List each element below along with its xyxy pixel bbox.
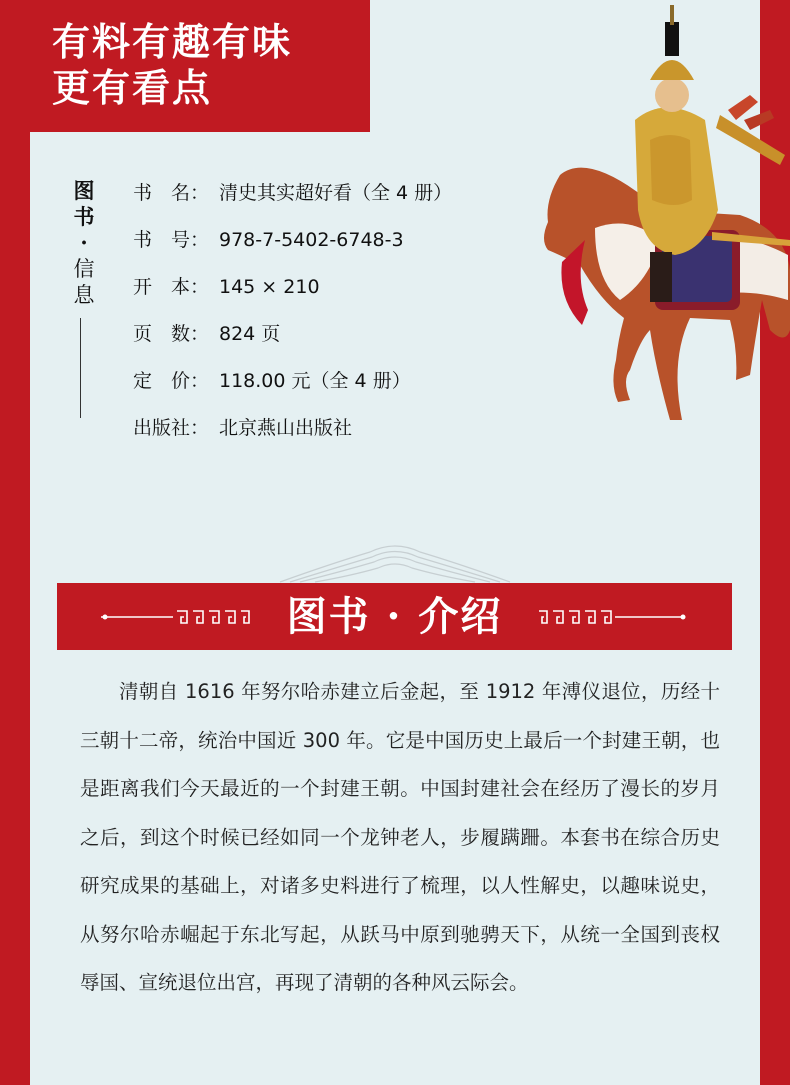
info-key: 开 本：: [133, 276, 210, 298]
intro-paragraph: 清朝自 1616 年努尔哈赤建立后金起，至 1912 年溥仪退位，历经十三朝十二帝，统治中国近 300 年。它是中国历史上最后一个封建王朝，也是距离我们今天最近的一个封建王朝。中国封建社会在经历了漫长的岁月之后，到这个时候已经如同一个龙钟老人，步履蹒跚。本套书在综合历史研究成果的基础上，对诸多史料进行了梳理，以人性解史，以趣味说史，从努尔哈赤崛起于东北写起，从跃马中原到驰骋天下，从统一全国到丧权辱国、宣统退位出宫，再现了清朝的各种风云际会。: [80, 680, 720, 994]
info-row-isbn: [133, 227, 404, 253]
info-key: 定 价：: [133, 370, 210, 392]
info-row-pages: [133, 321, 280, 347]
book-info-label: [70, 178, 98, 308]
intro-section-bar: [57, 583, 732, 650]
info-value: 118.00 元（全 4 册）: [219, 370, 411, 392]
info-key: 出版社：: [133, 417, 210, 439]
info-value: 824 页: [219, 323, 281, 345]
mountain-wave-ornament: [270, 524, 520, 584]
label-char: 信: [73, 257, 95, 281]
fret-pattern-ornament: [537, 607, 687, 627]
label-char: 息: [73, 283, 95, 307]
info-row-publisher: [133, 415, 352, 441]
info-value: 145 × 210: [219, 276, 320, 298]
header-line-2: 更有看点: [52, 66, 213, 110]
info-row-price: [133, 368, 411, 394]
info-row-format: [133, 274, 320, 300]
vertical-divider: [80, 318, 81, 418]
info-value: 北京燕山出版社: [219, 417, 353, 439]
header-line-1: 有料有趣有味: [52, 20, 293, 64]
label-char: 书: [73, 204, 95, 229]
info-value: 978-7-5402-6748-3: [219, 229, 404, 251]
label-char: ·: [80, 230, 88, 255]
info-key: 书 名：: [133, 182, 210, 204]
info-row-title: [133, 180, 452, 206]
label-char: 图: [73, 178, 95, 203]
intro-title: 图书 · 介绍: [286, 593, 503, 640]
info-key: 书 号：: [133, 229, 210, 251]
info-key: 页 数：: [133, 323, 210, 345]
qing-emperor-horseman-illustration: [500, 0, 790, 450]
info-value: 清史其实超好看（全 4 册）: [219, 182, 453, 204]
